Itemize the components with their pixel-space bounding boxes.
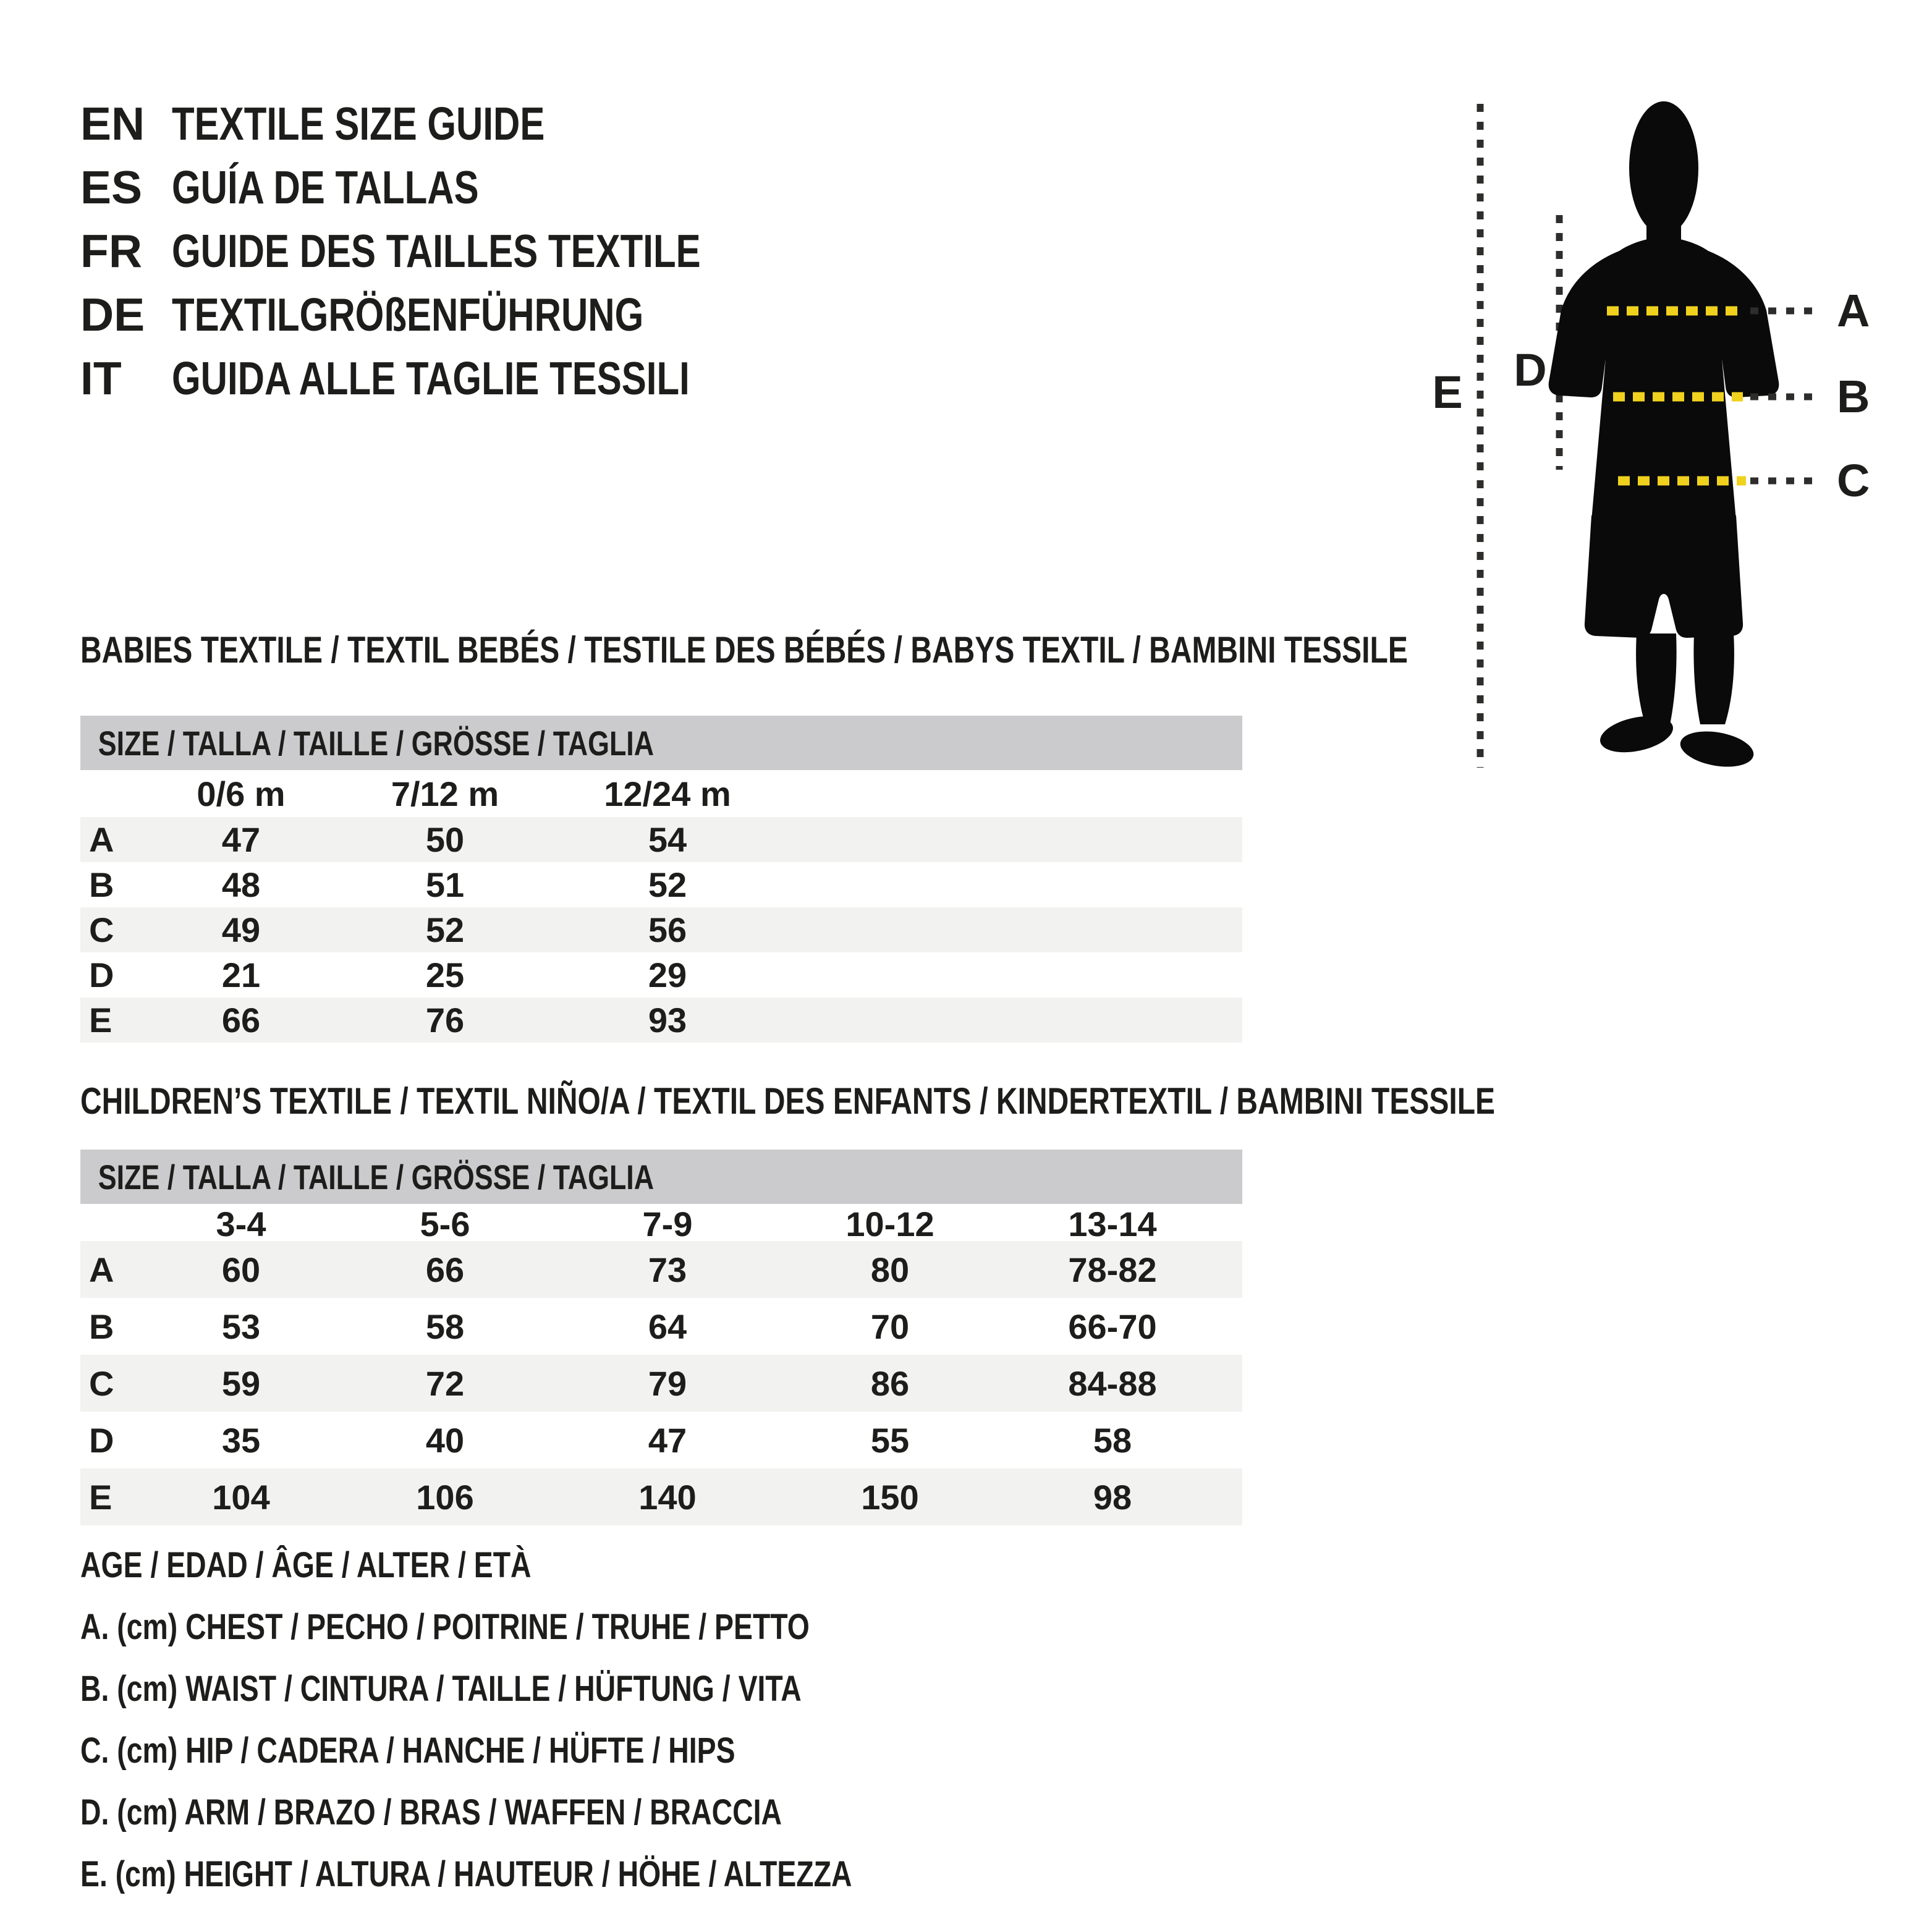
row-label: A [89, 1250, 114, 1289]
column-header: 7/12 m [391, 774, 499, 813]
children-size-table [80, 1150, 1242, 1525]
table-cell: 104 [212, 1477, 270, 1517]
row-label: B [89, 865, 114, 904]
row-label: D [89, 955, 114, 994]
legend-height: E. (cm) HEIGHT / ALTURA / HAUTEUR / HÖHE / ALTEZZA [80, 1854, 852, 1894]
table-cell: 72 [425, 1363, 465, 1403]
table-cell: 52 [648, 865, 687, 904]
row-label: E [89, 1001, 112, 1040]
table-cell: 40 [425, 1420, 465, 1460]
column-header: 10-12 [845, 1205, 934, 1244]
lang-row-de [80, 282, 833, 346]
lang-code: ES [80, 161, 143, 213]
table-cell: 51 [425, 865, 465, 904]
row-label: C [89, 1363, 114, 1403]
table-row [80, 1355, 1242, 1412]
silhouette-right-shoe [1677, 726, 1756, 772]
lang-row-es [80, 155, 833, 219]
table-cell: 47 [648, 1420, 687, 1460]
table-cell: 55 [870, 1420, 910, 1460]
table-cell: 54 [648, 820, 687, 859]
legend-hip: C. (cm) HIP / CADERA / HANCHE / HÜFTE / HIPS [80, 1730, 735, 1771]
measure-label-e: E [1432, 366, 1463, 418]
silhouette-shorts [1585, 515, 1743, 638]
table-cell: 56 [648, 910, 687, 949]
table-cell: 78-82 [1068, 1250, 1157, 1289]
table-cell: 80 [870, 1250, 910, 1289]
child-silhouette [1549, 101, 1779, 772]
measure-label-b: B [1837, 371, 1870, 422]
table-row [80, 1298, 1242, 1355]
babies-section-title: BABIES TEXTILE / TEXTIL BEBÉS / TESTILE DES BÉBÉS / BABYS TEXTIL / BAMBINI TESSILE [80, 629, 1408, 671]
column-header: 13-14 [1068, 1205, 1157, 1244]
table-cell: 53 [221, 1307, 261, 1346]
guide-title: GUÍA DE TALLAS [172, 161, 479, 213]
table-cell: 86 [870, 1363, 910, 1403]
table-row [80, 907, 1242, 952]
table-row [80, 998, 1242, 1043]
table-cell: 29 [648, 955, 687, 994]
table-row [80, 817, 1242, 862]
table-cell: 98 [1093, 1477, 1132, 1517]
size-header-label: SIZE / TALLA / TAILLE / GRÖSSE / TAGLIA [98, 723, 655, 763]
guide-title: GUIDE DES TAILLES TEXTILE [172, 224, 701, 277]
table-cell: 66 [425, 1250, 465, 1289]
guide-title: TEXTILE SIZE GUIDE [172, 97, 545, 150]
table-cell: 66-70 [1068, 1307, 1157, 1346]
legend-chest: A. (cm) CHEST / PECHO / POITRINE / TRUHE / PETTO [80, 1606, 810, 1647]
table-cell: 79 [648, 1363, 687, 1403]
size-header-label: SIZE / TALLA / TAILLE / GRÖSSE / TAGLIA [98, 1157, 655, 1197]
column-header: 0/6 m [197, 774, 286, 813]
table-cell: 70 [870, 1307, 910, 1346]
legend-waist: B. (cm) WAIST / CINTURA / TAILLE / HÜFTUNG / VITA [80, 1668, 802, 1709]
legend-arm: D. (cm) ARM / BRAZO / BRAS / WAFFEN / BRACCIA [80, 1792, 782, 1832]
table-cell: 66 [221, 1001, 261, 1040]
lang-code: EN [80, 97, 145, 150]
table-row [80, 952, 1242, 998]
lang-code: IT [80, 352, 122, 404]
table-cell: 47 [221, 820, 261, 859]
child-measurement-figure [1409, 74, 1932, 785]
babies-size-table [80, 716, 1242, 1043]
measure-label-c: C [1837, 455, 1870, 506]
guide-title: GUIDA ALLE TAGLIE TESSILI [172, 352, 690, 404]
row-label: C [89, 910, 114, 949]
lang-row-it [80, 346, 833, 410]
table-row [80, 1412, 1242, 1468]
table-cell: 140 [638, 1477, 697, 1517]
children-size-header-bar [80, 1150, 1242, 1204]
table-cell: 73 [648, 1250, 687, 1289]
column-header: 3-4 [216, 1205, 266, 1244]
table-cell: 76 [425, 1001, 465, 1040]
table-cell: 52 [425, 910, 465, 949]
table-cell: 58 [425, 1307, 465, 1346]
table-cell: 106 [416, 1477, 474, 1517]
lang-code: FR [80, 224, 142, 277]
babies-size-header-bar [80, 716, 1242, 770]
table-cell: 25 [425, 955, 465, 994]
table-cell: 150 [861, 1477, 919, 1517]
measure-label-a: A [1837, 285, 1870, 336]
children-column-headers [80, 1204, 1242, 1244]
legend-age: AGE / EDAD / ÂGE / ALTER / ETÀ [80, 1544, 532, 1585]
table-cell: 60 [221, 1250, 261, 1289]
lang-row-en [80, 91, 833, 155]
measure-label-d: D [1514, 344, 1547, 396]
measurement-legend [80, 1534, 1045, 1905]
table-row [80, 862, 1242, 907]
table-cell: 48 [221, 865, 261, 904]
table-cell: 64 [648, 1307, 687, 1346]
row-label: E [89, 1477, 112, 1517]
table-cell: 50 [425, 820, 465, 859]
lang-row-fr [80, 219, 833, 282]
table-cell: 21 [221, 955, 261, 994]
table-cell: 49 [221, 910, 261, 949]
children-section-title: CHILDREN’S TEXTILE / TEXTIL NIÑO/A / TEXTIL DES ENFANTS / KINDERTEXTIL / BAMBINI TESSILE [80, 1080, 1496, 1122]
table-cell: 58 [1093, 1420, 1132, 1460]
table-row [80, 1241, 1242, 1298]
table-cell: 59 [221, 1363, 261, 1403]
column-header: 7-9 [642, 1205, 693, 1244]
table-row [80, 1468, 1242, 1525]
guide-title: TEXTILGRÖßENFÜHRUNG [172, 288, 644, 341]
column-header: 12/24 m [604, 774, 731, 813]
language-header-block [80, 91, 833, 410]
child-silhouette-diagram [1409, 74, 1932, 785]
lang-code: DE [80, 288, 145, 341]
table-cell: 35 [221, 1420, 261, 1460]
babies-column-headers [80, 770, 1242, 817]
row-label: A [89, 820, 114, 859]
table-cell: 93 [648, 1001, 687, 1040]
row-label: D [89, 1420, 114, 1460]
row-label: B [89, 1307, 114, 1346]
table-cell: 84-88 [1068, 1363, 1157, 1403]
column-header: 5-6 [420, 1205, 470, 1244]
